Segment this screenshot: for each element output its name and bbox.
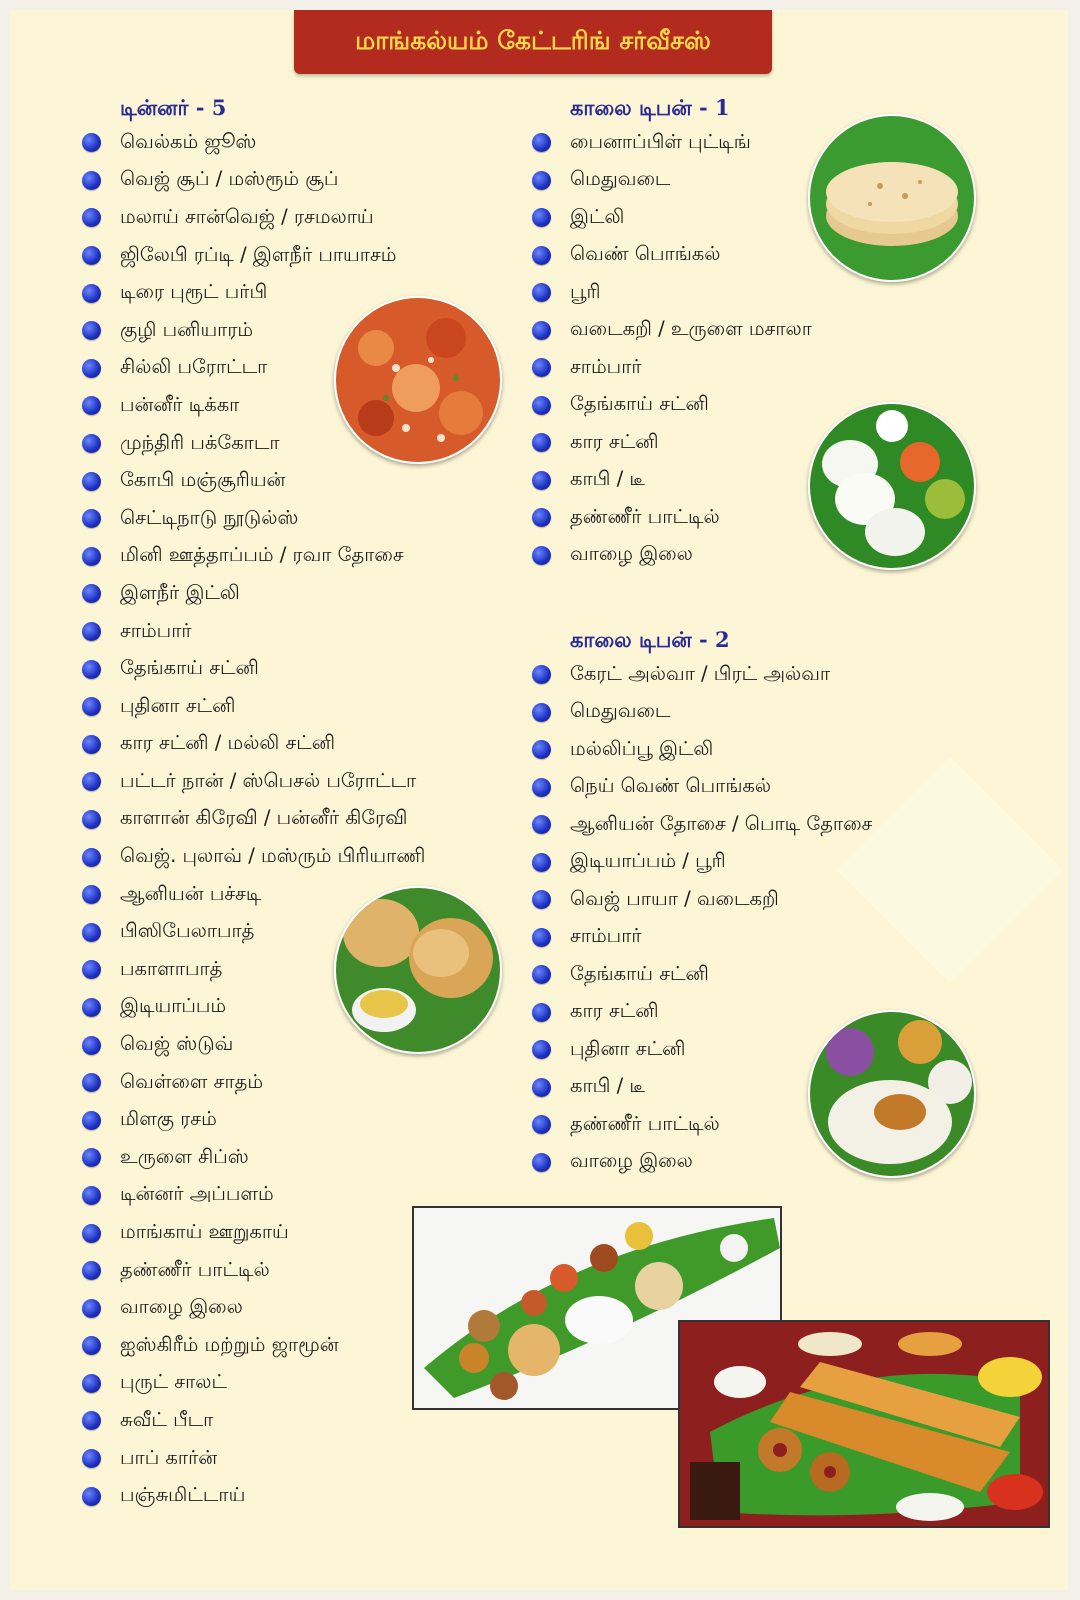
menu-item-label: காளான் கிரேவி / பன்னீர் கிரேவி bbox=[120, 806, 408, 830]
menu-item-label: மாங்காய் ஊறுகாய் bbox=[120, 1220, 289, 1244]
idli-chutney-photo bbox=[808, 402, 976, 570]
bullet-icon bbox=[82, 1336, 101, 1355]
menu-item-label: மினி ஊத்தாப்பம் / ரவா தோசை bbox=[120, 543, 404, 567]
dinner-menu-item bbox=[82, 538, 425, 576]
bullet-icon bbox=[82, 810, 101, 829]
menu-item-label: பூரி bbox=[570, 279, 601, 303]
bullet-icon bbox=[82, 1224, 101, 1243]
bullet-icon bbox=[532, 133, 551, 152]
dinner-menu-item bbox=[82, 1252, 425, 1290]
menu-item-label: முந்திரி பக்கோடா bbox=[120, 430, 280, 454]
dinner-menu-item bbox=[82, 650, 425, 688]
menu-item-label: இட்லி bbox=[570, 204, 625, 228]
dinner-menu-item bbox=[82, 1289, 425, 1327]
dinner-menu-item bbox=[82, 1402, 425, 1440]
dinner-menu-item bbox=[82, 237, 425, 275]
bullet-icon bbox=[532, 358, 551, 377]
bullet-icon bbox=[532, 665, 551, 684]
bullet-icon bbox=[82, 923, 101, 942]
dinner-menu-item bbox=[82, 199, 425, 237]
menu-item-label: வெண் பொங்கல் bbox=[570, 242, 721, 266]
bullet-icon bbox=[82, 960, 101, 979]
bullet-icon bbox=[532, 208, 551, 227]
menu-item-label: மெதுவடை bbox=[570, 699, 671, 723]
menu-item-label: சாம்பார் bbox=[570, 924, 642, 948]
bullet-icon bbox=[532, 1040, 551, 1059]
bullet-icon bbox=[82, 1449, 101, 1468]
bullet-icon bbox=[82, 772, 101, 791]
bullet-icon bbox=[532, 928, 551, 947]
menu-item-label: சுவீட் பீடா bbox=[120, 1407, 214, 1431]
bullet-icon bbox=[82, 1036, 101, 1055]
bullet-icon bbox=[82, 321, 101, 340]
menu-item-label: ஆனியன் பச்சடி bbox=[120, 881, 262, 905]
menu-item-label: சாம்பார் bbox=[570, 354, 642, 378]
menu-item-label: பகாளாபாத் bbox=[120, 956, 223, 980]
bullet-icon bbox=[82, 396, 101, 415]
breakfast-2-menu-item bbox=[532, 1144, 872, 1182]
dinner-menu-item bbox=[82, 688, 425, 726]
dinner-menu-item bbox=[82, 1327, 425, 1365]
meals-rice-photo bbox=[808, 1010, 976, 1178]
bullet-icon bbox=[82, 998, 101, 1017]
breakfast-2-menu-item bbox=[532, 694, 872, 732]
breakfast-2-menu-item bbox=[532, 919, 872, 957]
dinner-menu-item bbox=[82, 1177, 425, 1215]
bullet-icon bbox=[532, 815, 551, 834]
breakfast-2-menu-item bbox=[532, 731, 872, 769]
menu-item-label: வடைகறி / உருளை மசாலா bbox=[570, 317, 812, 341]
menu-item-label: ஐஸ்கிரீம் மற்றும் ஜாமூன் bbox=[120, 1332, 339, 1356]
menu-item-label: வாழை இலை bbox=[570, 1149, 693, 1173]
bullet-icon bbox=[532, 246, 551, 265]
menu-item-label: கார சட்னி / மல்லி சட்னி bbox=[120, 731, 336, 755]
menu-item-label: டிரை புரூட் பர்பி bbox=[120, 280, 268, 304]
bullet-icon bbox=[82, 735, 101, 754]
bullet-icon bbox=[82, 697, 101, 716]
menu-item-label: புதினா சட்னி bbox=[120, 693, 236, 717]
bullet-icon bbox=[82, 1411, 101, 1430]
bullet-icon bbox=[532, 508, 551, 527]
bullet-icon bbox=[82, 547, 101, 566]
breakfast-1-menu-item bbox=[532, 124, 812, 162]
dinner-menu-item bbox=[82, 1440, 425, 1478]
menu-item-label: தேங்காய் சட்னி bbox=[570, 961, 709, 985]
menu-item-label: வெல்கம் ஜூஸ் bbox=[120, 129, 257, 153]
breakfast-2-menu-item bbox=[532, 844, 872, 882]
bullet-icon bbox=[82, 246, 101, 265]
dinner-menu-item bbox=[82, 763, 425, 801]
menu-item-label: உருளை சிப்ஸ் bbox=[120, 1144, 249, 1168]
dinner-menu-item bbox=[82, 575, 425, 613]
menu-item-label: குழி பனியாரம் bbox=[120, 317, 254, 341]
breakfast-1-menu-item bbox=[532, 499, 812, 537]
menu-item-label: தண்ணீர் பாட்டில் bbox=[570, 504, 720, 528]
breakfast-1-menu-item bbox=[532, 387, 812, 425]
breakfast-1-menu-item bbox=[532, 349, 812, 387]
bullet-icon bbox=[82, 509, 101, 528]
menu-item-label: வெஜ் ஸ்டுவ் bbox=[120, 1032, 234, 1056]
menu-item-label: ஜிலேபி ரப்டி / இளநீர் பாயாசம் bbox=[120, 242, 397, 266]
breakfast-1-menu-item bbox=[532, 274, 812, 312]
breakfast-1-menu-item bbox=[532, 162, 812, 200]
menu-item-label: பன்னீர் டிக்கா bbox=[120, 392, 240, 416]
breakfast-1-menu-item bbox=[532, 537, 812, 575]
bullet-icon bbox=[82, 284, 101, 303]
bullet-icon bbox=[532, 171, 551, 190]
menu-item-label: தண்ணீர் பாட்டில் bbox=[570, 1111, 720, 1135]
breakfast-2-menu-item bbox=[532, 881, 872, 919]
bullet-icon bbox=[82, 171, 101, 190]
breakfast-1-title: காலை டிபன் - 1 bbox=[570, 95, 730, 120]
dinner-menu-item bbox=[82, 124, 425, 162]
menu-item-label: கோபி மஞ்சூரியன் bbox=[120, 468, 286, 492]
menu-item-label: ஆனியன் தோசை / பொடி தோசை bbox=[570, 811, 873, 835]
bullet-icon bbox=[532, 740, 551, 759]
menu-item-label: புருட் சாலட் bbox=[120, 1370, 227, 1394]
page-title: மாங்கல்யம் கேட்டரிங் சர்வீசஸ் bbox=[355, 25, 711, 55]
menu-item-label: தண்ணீர் பாட்டில் bbox=[120, 1257, 270, 1281]
breakfast-1-list bbox=[532, 124, 812, 574]
bullet-icon bbox=[82, 1186, 101, 1205]
menu-item-label: வாழை இலை bbox=[120, 1295, 243, 1319]
breakfast-2-menu-item bbox=[532, 994, 872, 1032]
bullet-icon bbox=[532, 703, 551, 722]
breakfast-1-menu-item bbox=[532, 424, 812, 462]
bullet-icon bbox=[532, 433, 551, 452]
bullet-icon bbox=[532, 1078, 551, 1097]
breakfast-1-menu-item bbox=[532, 462, 812, 500]
bullet-icon bbox=[82, 133, 101, 152]
bullet-icon bbox=[82, 1148, 101, 1167]
menu-item-label: சில்லி பரோட்டா bbox=[120, 355, 268, 379]
dinner-menu-item bbox=[82, 500, 425, 538]
bullet-icon bbox=[82, 1261, 101, 1280]
menu-item-label: பட்டர் நான் / ஸ்பெசல் பரோட்டா bbox=[120, 768, 417, 792]
menu-item-label: நெய் வெண் பொங்கல் bbox=[570, 774, 772, 798]
menu-item-label: பிஸிபேலாபாத் bbox=[120, 919, 255, 943]
breakfast-2-menu-item bbox=[532, 806, 872, 844]
menu-item-label: வெஜ் சூப் / மஸ்ரூம் சூப் bbox=[120, 167, 339, 191]
bullet-icon bbox=[82, 1073, 101, 1092]
menu-item-label: மெதுவடை bbox=[570, 167, 671, 191]
menu-item-label: பஞ்சுமிட்டாய் bbox=[120, 1483, 246, 1507]
menu-item-label: கேரட் அல்வா / பிரட் அல்வா bbox=[570, 661, 831, 685]
dinner-title: டின்னர் - 5 bbox=[120, 95, 227, 120]
bullet-icon bbox=[82, 359, 101, 378]
chilli-parotta-photo bbox=[334, 296, 502, 464]
menu-item-label: பாப் கார்ன் bbox=[120, 1445, 218, 1469]
breakfast-2-menu-item bbox=[532, 656, 872, 694]
breakfast-1-menu-item bbox=[532, 312, 812, 350]
menu-item-label: வாழை இலை bbox=[570, 542, 693, 566]
breakfast-1-menu-item bbox=[532, 199, 812, 237]
menu-item-label: புதினா சட்னி bbox=[570, 1036, 686, 1060]
menu-item-label: வெஜ் பாயா / வடைகறி bbox=[570, 886, 779, 910]
menu-item-label: டின்னர் அப்பளம் bbox=[120, 1182, 274, 1206]
dinner-section bbox=[82, 92, 425, 1515]
dinner-menu-item bbox=[82, 1214, 425, 1252]
menu-item-label: பைனாப்பிள் புட்டிங் bbox=[570, 129, 751, 153]
breakfast-2-menu-item bbox=[532, 769, 872, 807]
bullet-icon bbox=[532, 283, 551, 302]
menu-page bbox=[10, 10, 1068, 1590]
breakfast-1-section bbox=[532, 92, 812, 574]
bullet-icon bbox=[532, 321, 551, 340]
bullet-icon bbox=[532, 471, 551, 490]
poori-masala-photo bbox=[334, 886, 502, 1054]
bullet-icon bbox=[82, 622, 101, 641]
bullet-icon bbox=[82, 1299, 101, 1318]
dinner-menu-item bbox=[82, 1101, 425, 1139]
menu-item-label: காபி / டீ bbox=[570, 467, 645, 491]
menu-item-label: இடியாப்பம் / பூரி bbox=[570, 849, 726, 873]
dinner-menu-item bbox=[82, 613, 425, 651]
bullet-icon bbox=[82, 1374, 101, 1393]
dinner-menu-item bbox=[82, 838, 425, 876]
dosa-vada-photo bbox=[678, 1320, 1050, 1528]
dinner-menu-item bbox=[82, 1477, 425, 1515]
breakfast-2-menu-item bbox=[532, 956, 872, 994]
menu-item-label: கார சட்னி bbox=[570, 999, 659, 1023]
menu-item-label: மலாய் சான்வெஜ் / ரசமலாய் bbox=[120, 204, 374, 228]
dinner-menu-item bbox=[82, 274, 425, 312]
pineapple-pudding-photo bbox=[808, 114, 976, 282]
menu-item-label: வெள்ளை சாதம் bbox=[120, 1069, 264, 1093]
bullet-icon bbox=[532, 965, 551, 984]
bullet-icon bbox=[82, 885, 101, 904]
bullet-icon bbox=[532, 853, 551, 872]
menu-item-label: காபி / டீ bbox=[570, 1074, 645, 1098]
bullet-icon bbox=[82, 208, 101, 227]
title-banner bbox=[294, 10, 772, 74]
breakfast-1-menu-item bbox=[532, 237, 812, 275]
bullet-icon bbox=[532, 778, 551, 797]
bullet-icon bbox=[532, 396, 551, 415]
menu-item-label: கார சட்னி bbox=[570, 429, 659, 453]
dinner-menu-item bbox=[82, 1064, 425, 1102]
menu-item-label: மிளகு ரசம் bbox=[120, 1107, 217, 1131]
dinner-menu-item bbox=[82, 726, 425, 764]
menu-item-label: இடியாப்பம் bbox=[120, 994, 227, 1018]
menu-item-label: இளநீர் இட்லி bbox=[120, 580, 240, 604]
bullet-icon bbox=[82, 472, 101, 491]
bullet-icon bbox=[532, 1153, 551, 1172]
bullet-icon bbox=[532, 890, 551, 909]
bullet-icon bbox=[532, 1115, 551, 1134]
bullet-icon bbox=[82, 434, 101, 453]
bullet-icon bbox=[82, 848, 101, 867]
menu-item-label: செட்டிநாடு நூடுல்ஸ் bbox=[120, 505, 299, 529]
bullet-icon bbox=[532, 546, 551, 565]
dinner-menu-item bbox=[82, 1365, 425, 1403]
menu-item-label: சாம்பார் bbox=[120, 618, 192, 642]
breakfast-2-title: காலை டிபன் - 2 bbox=[570, 627, 730, 652]
bullet-icon bbox=[82, 660, 101, 679]
menu-item-label: மல்லிப்பூ இட்லி bbox=[570, 736, 714, 760]
dinner-menu-item bbox=[82, 462, 425, 500]
bullet-icon bbox=[82, 1111, 101, 1130]
dinner-menu-item bbox=[82, 801, 425, 839]
bullet-icon bbox=[532, 1003, 551, 1022]
menu-item-label: வெஜ். புலாவ் / மஸ்ரும் பிரியாணி bbox=[120, 844, 426, 868]
bullet-icon bbox=[82, 584, 101, 603]
dinner-menu-item bbox=[82, 1139, 425, 1177]
bullet-icon bbox=[82, 1487, 101, 1506]
dinner-menu-item bbox=[82, 162, 425, 200]
menu-item-label: தேங்காய் சட்னி bbox=[570, 392, 709, 416]
menu-item-label: தேங்காய் சட்னி bbox=[120, 656, 259, 680]
